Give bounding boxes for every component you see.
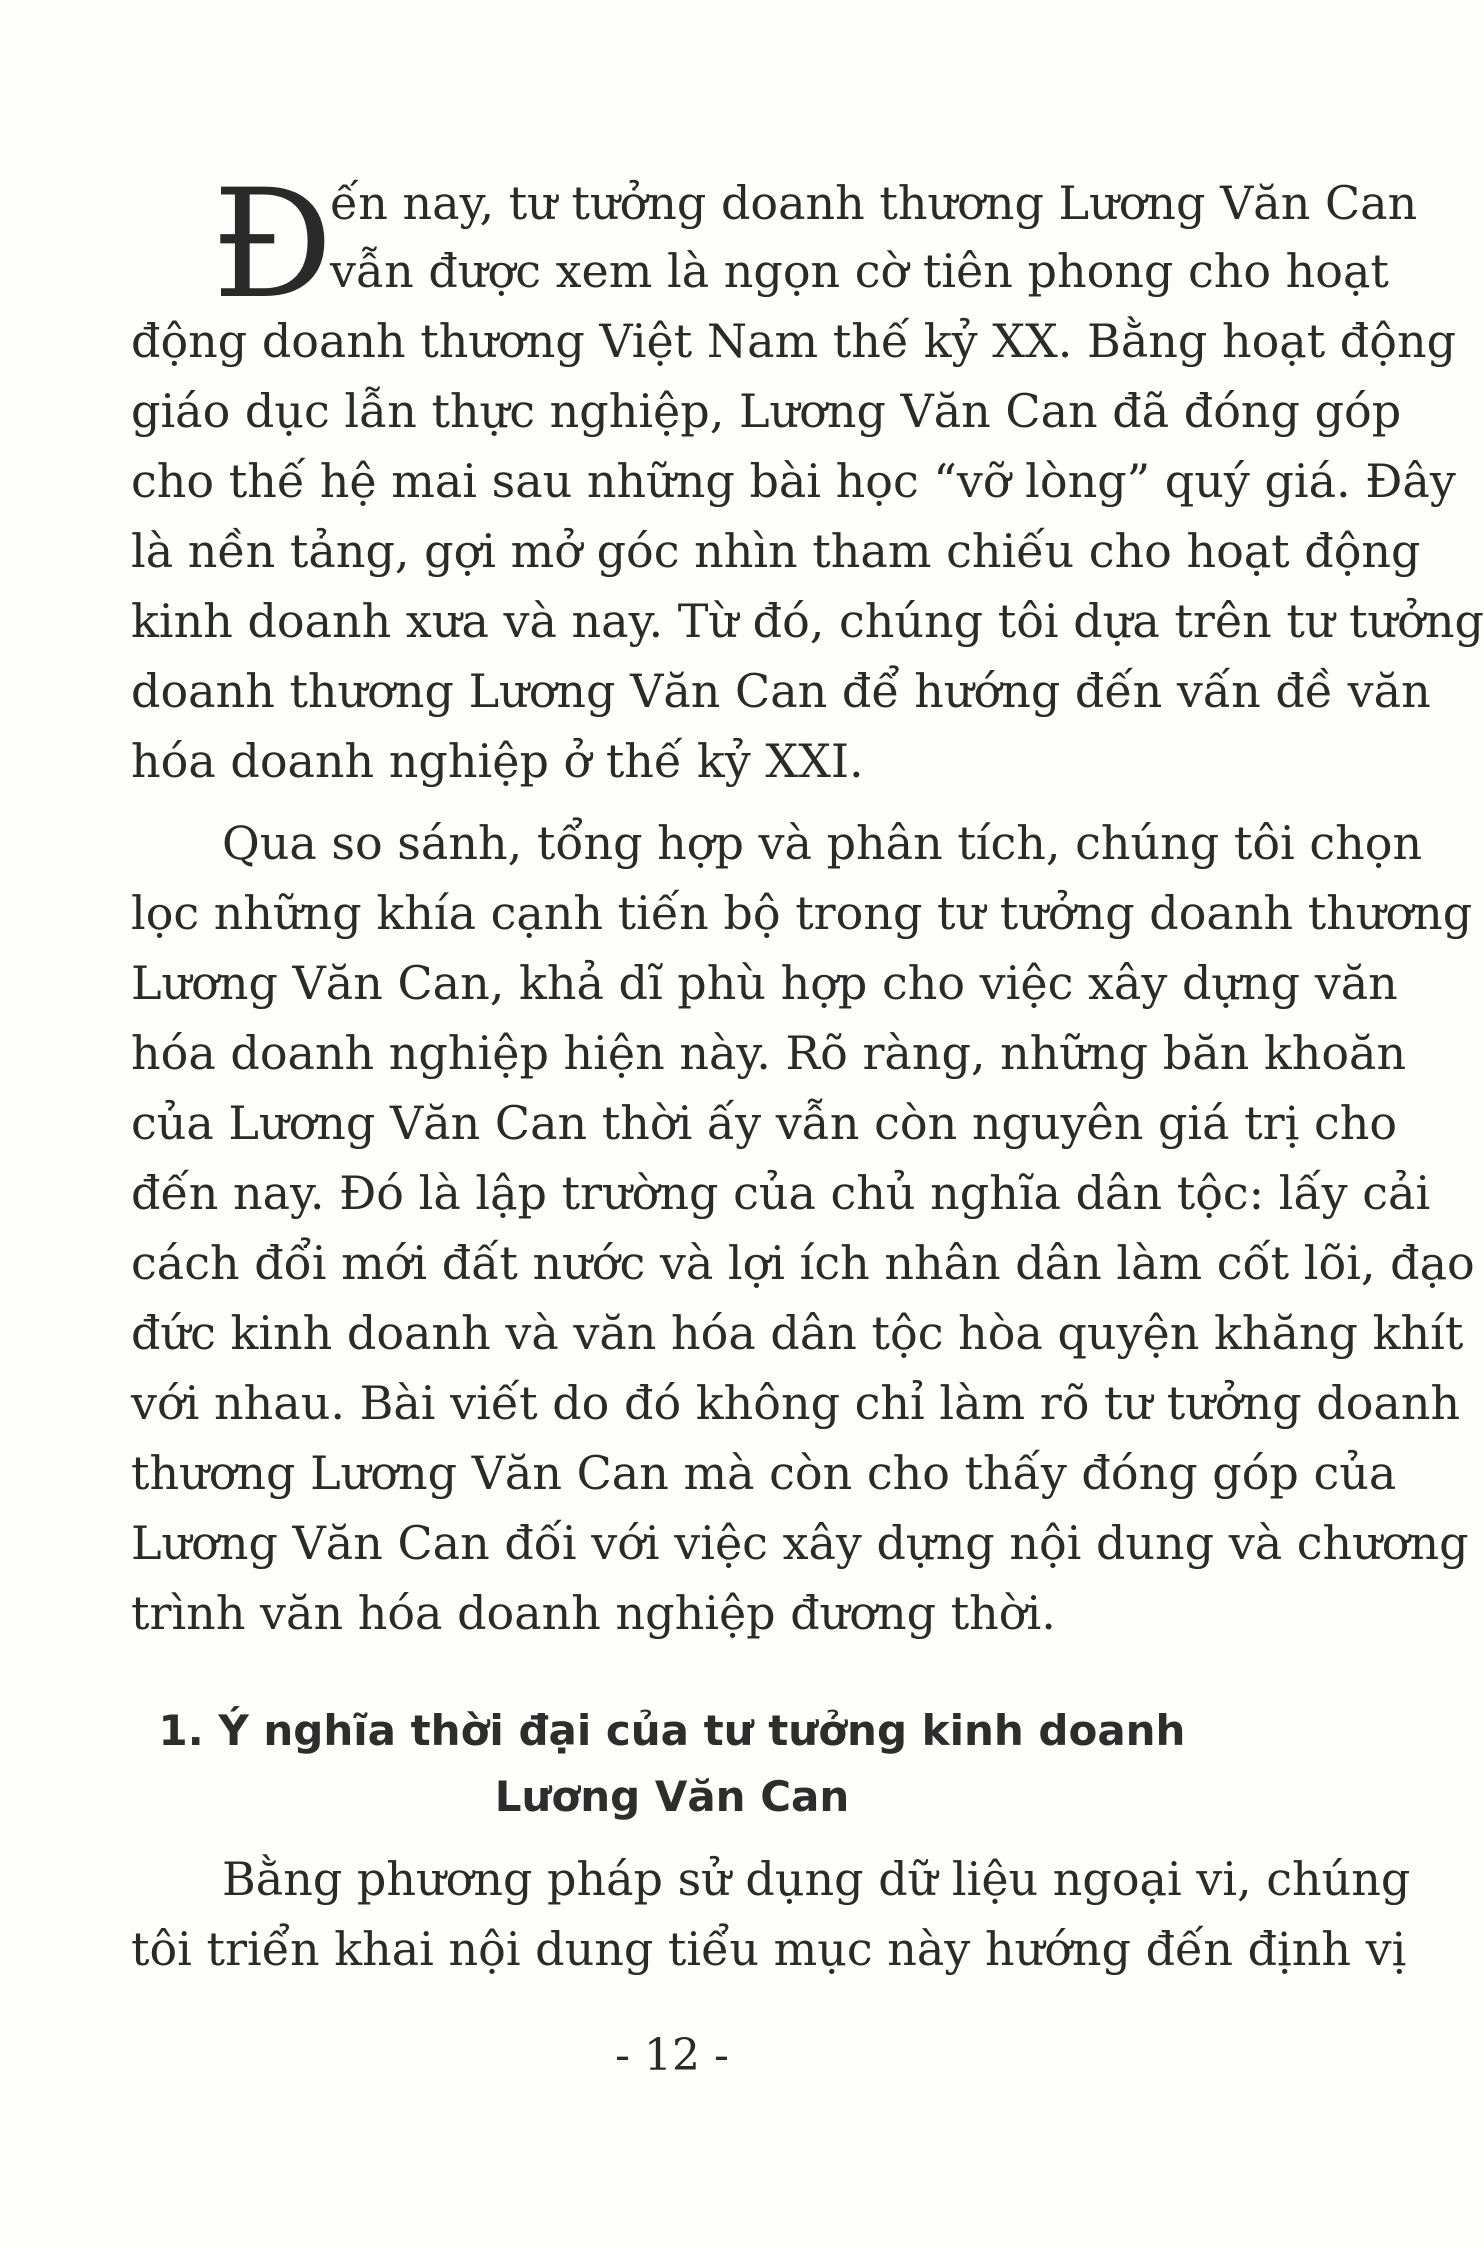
section-heading-line-2: Lương Văn Can (494, 1772, 850, 1821)
paragraph-1-line: hóa doanh nghiệp ở thế kỷ XXI. (131, 734, 864, 788)
paragraph-2-line: cách đổi mới đất nước và lợi ích nhân dân làm cốt lõi, đạo (131, 1236, 1475, 1290)
paragraph-2-line: hóa doanh nghiệp hiện này. Rõ ràng, những băn khoăn (131, 1026, 1407, 1080)
paragraph-2-line: Qua so sánh, tổng hợp và phân tích, chúng tôi chọn (222, 816, 1423, 870)
paragraph-1-line: giáo dục lẫn thực nghiệp, Lương Văn Can đã đóng góp (131, 384, 1402, 438)
paragraph-2-line: của Lương Văn Can thời ấy vẫn còn nguyên giá trị cho (131, 1096, 1398, 1150)
paragraph-2-line: Lương Văn Can đối với việc xây dựng nội dung và chương (131, 1516, 1469, 1570)
paragraph-1-line: động doanh thương Việt Nam thế kỷ XX. Bằng hoạt động (131, 314, 1457, 368)
drop-cap-letter: Đ (212, 158, 334, 332)
paragraph-2-line: lọc những khía cạnh tiến bộ trong tư tưởng doanh thương (131, 886, 1473, 940)
paragraph-2-line: với nhau. Bài viết do đó không chỉ làm rõ tư tưởng doanh (131, 1376, 1461, 1430)
paragraph-2-line: đức kinh doanh và văn hóa dân tộc hòa quyện khăng khít (131, 1306, 1464, 1360)
paragraph-1-line: vẫn được xem là ngọn cờ tiên phong cho hoạt (330, 244, 1389, 298)
paragraph-1-line: là nền tảng, gợi mở góc nhìn tham chiếu cho hoạt động (131, 524, 1421, 578)
paragraph-2-line: đến nay. Đó là lập trường của chủ nghĩa dân tộc: lấy cải (131, 1166, 1431, 1220)
paragraph-2-line: thương Lương Văn Can mà còn cho thấy đóng góp của (131, 1446, 1397, 1500)
paragraph-1-line: kinh doanh xưa và nay. Từ đó, chúng tôi dựa trên tư tưởng (131, 594, 1484, 648)
paragraph-1-line: ến nay, tư tưởng doanh thương Lương Văn Can (330, 176, 1418, 230)
paragraph-2-line: Lương Văn Can, khả dĩ phù hợp cho việc xây dựng văn (131, 956, 1398, 1010)
paragraph-2-line: trình văn hóa doanh nghiệp đương thời. (131, 1586, 1056, 1640)
paragraph-3-line: Bằng phương pháp sử dụng dữ liệu ngoại vi, chúng (222, 1852, 1411, 1906)
paragraph-1-line: cho thế hệ mai sau những bài học “vỡ lòng” quý giá. Đây (131, 454, 1456, 508)
paragraph-3-line: tôi triển khai nội dung tiểu mục này hướng đến định vị (131, 1922, 1407, 1976)
section-heading-line-1: 1. Ý nghĩa thời đại của tư tưởng kinh doanh (158, 1706, 1186, 1755)
page-number: - 12 - (615, 2030, 729, 2081)
paragraph-1-line: doanh thương Lương Văn Can để hướng đến vấn đề văn (131, 664, 1431, 718)
